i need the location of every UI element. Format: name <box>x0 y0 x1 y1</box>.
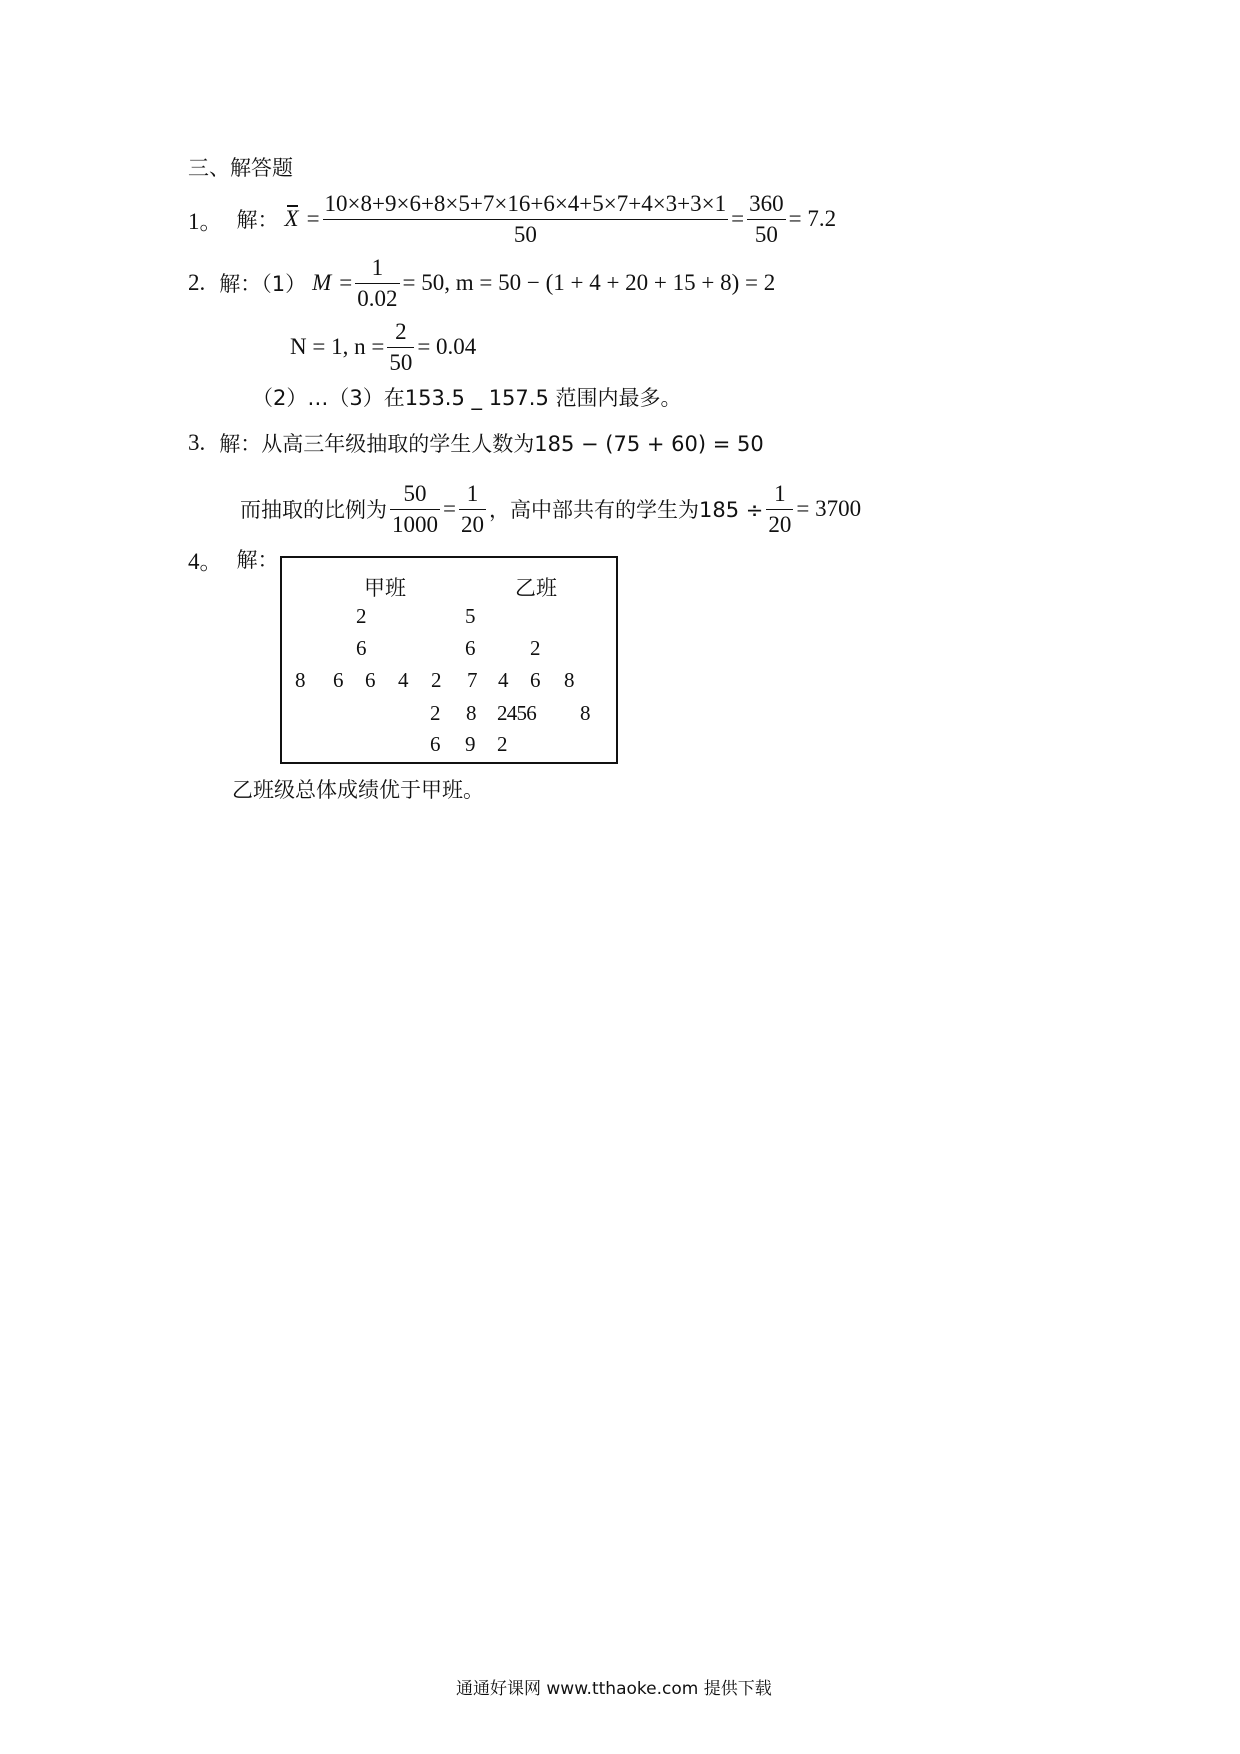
row3-left-1: 8 <box>295 668 306 692</box>
q2-line2-num: 2 <box>387 317 414 348</box>
question-2: 2. 解：（1） M = $\frac{1}{0.02}$ = 50, m = 50 − (1 + 4 + 20 + 15 + 8) = 2 <box>188 248 775 318</box>
q3-line-1: 解：从高三年级抽取的学生人数为185 − (75 + 60) = 50 <box>219 432 764 456</box>
q2-jie: 解：（1） <box>219 272 307 296</box>
q4-number: 4。 <box>188 548 223 574</box>
q1-numerator: 10×8+9×6+8×5+7×16+6×4+5×7+4×3+3×1 <box>323 189 729 220</box>
q3-f2-num: 1 <box>459 479 486 510</box>
q2-frac-den: 0.02 <box>357 285 398 311</box>
row4-right-1: 2 4 5 6 <box>497 701 534 725</box>
row3-left-3: 6 <box>365 668 376 692</box>
row2-stem: 6 <box>465 636 476 660</box>
q1-jie: 解： <box>236 208 279 232</box>
q3-f2-den: 20 <box>460 511 484 537</box>
question-2-line-2 <box>290 312 476 382</box>
q1-num2: 360 <box>747 189 786 220</box>
q3-f3-num: 1 <box>766 479 793 510</box>
q1-result: = 7.2 <box>788 206 837 231</box>
footer-credit: 通通好课网 www.tthaoke.com 提供下载 <box>456 1679 772 1699</box>
q3-line2-a: 而抽取的比例为 <box>240 498 387 522</box>
row3-right-2: 6 <box>530 668 541 692</box>
q2-line2-prefix: N = 1, n = <box>290 334 385 359</box>
section-title: 三、解答题 <box>188 156 293 180</box>
row4-left: 2 <box>430 701 441 725</box>
q1-number: 1。 <box>188 208 223 234</box>
question-3-line-2: 而抽取的比例为 $\frac{50}{1000}$ = $\frac{1}{20}$ ，高中部共有的学生为185 ÷ $\frac{1}{20}$ = 3700 <box>240 474 861 544</box>
question-4 <box>188 542 279 576</box>
q2-number: 2. <box>188 270 206 295</box>
q2-fraction <box>355 253 399 314</box>
q3-fraction-3 <box>766 479 793 540</box>
q2-line2-rest: = 0.04 <box>417 334 477 359</box>
header-class-jia: 甲班 <box>364 576 406 600</box>
question-3 <box>188 426 764 460</box>
row3-left-2: 6 <box>333 668 344 692</box>
stem-leaf-plot <box>280 556 618 764</box>
q3-f1-den: 1000 <box>392 511 438 537</box>
q3-f3-den: 20 <box>768 511 792 537</box>
q1-eq: = <box>731 206 745 231</box>
q2-fraction-2 <box>387 317 414 378</box>
question-1: 1。 解： X = $\frac{10\times 8+9\times 6+8\times 5+7\times 16+6\times 4+5\times 7+4\times 3+3\times 1}{50}$ = $\frac{360}{50}$ = 7.2 <box>188 184 836 254</box>
q2-rest: = 50, m = 50 − (1 + 4 + 20 + 15 + 8) = 2 <box>402 270 776 295</box>
q2-line2-den: 50 <box>389 349 413 375</box>
q3-line2-b: ，高中部共有的学生为185 ÷ <box>488 498 764 522</box>
q2-line-3: （2）…（3）在153.5 _ 157.5 范围内最多。 <box>252 386 682 410</box>
row3-left-5: 2 <box>431 668 442 692</box>
row1-stem: 5 <box>465 604 476 628</box>
row3-stem: 7 <box>467 668 478 692</box>
row4-stem: 8 <box>466 701 477 725</box>
q4-conclusion: 乙班级总体成绩优于甲班。 <box>232 778 484 802</box>
row3-right-1: 4 <box>498 668 509 692</box>
q1-xbar: X <box>284 206 299 231</box>
row5-right: 2 <box>497 732 508 756</box>
q1-den2: 50 <box>754 221 778 247</box>
row1-left: 2 <box>356 604 367 628</box>
row5-stem: 9 <box>465 732 476 756</box>
row2-right: 2 <box>530 636 541 660</box>
row4-right-2: 8 <box>580 701 591 725</box>
q3-line2-c: = 3700 <box>796 496 862 521</box>
row5-left: 6 <box>430 732 441 756</box>
row2-left: 6 <box>356 636 367 660</box>
q1-fraction-2 <box>747 189 786 250</box>
q3-fraction-1 <box>390 479 440 540</box>
q2-M: M <box>312 270 332 295</box>
q1-denominator: 50 <box>513 221 537 247</box>
row3-right-3: 8 <box>564 668 575 692</box>
q2-frac-num: 1 <box>355 253 399 284</box>
q4-jie: 解： <box>236 548 279 572</box>
q1-fraction <box>323 189 729 250</box>
header-class-yi: 乙班 <box>515 576 557 600</box>
q3-fraction-2 <box>459 479 486 540</box>
q3-number: 3. <box>188 430 206 455</box>
q3-f1-num: 50 <box>390 479 440 510</box>
row3-left-4: 4 <box>398 668 409 692</box>
